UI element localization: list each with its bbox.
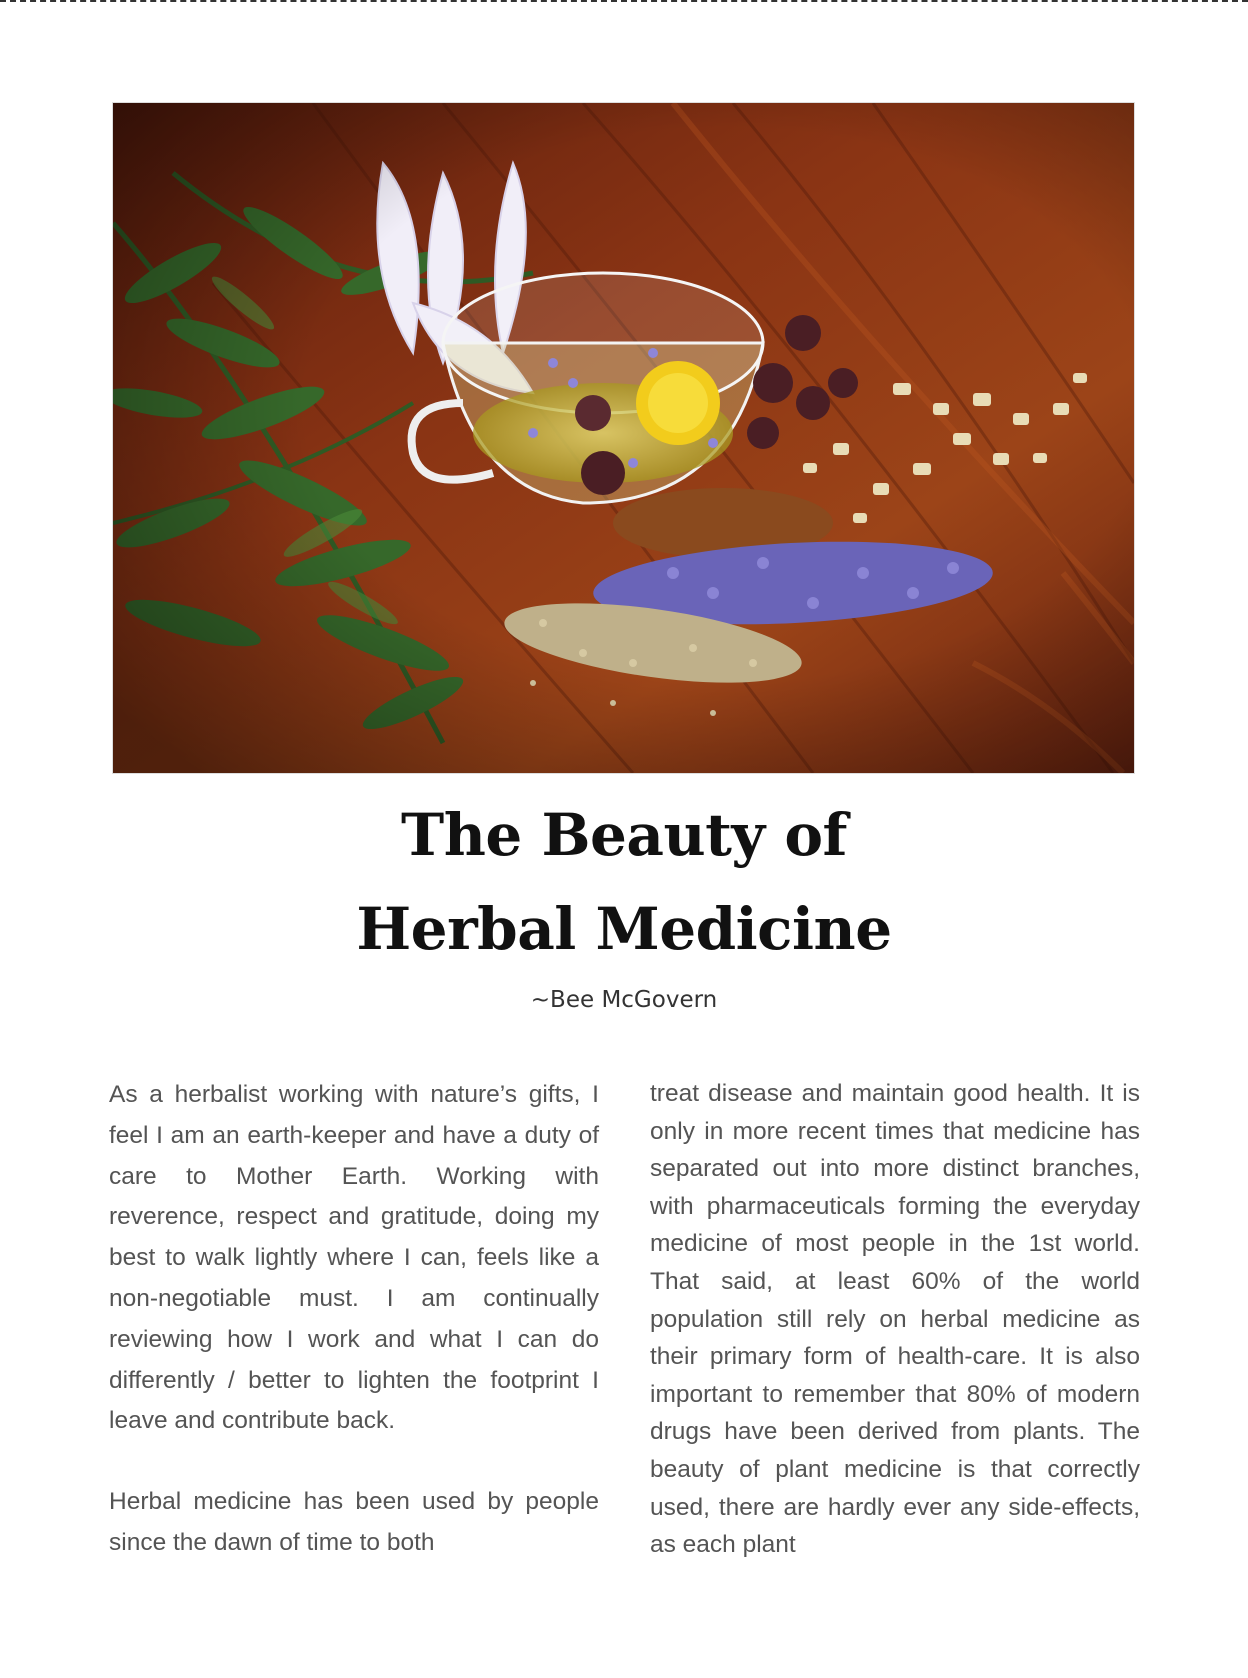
left-column	[109, 1075, 599, 1564]
author-byline: ~Bee McGovern	[530, 987, 718, 1013]
left-paragraph-2: Herbal medicine has been used by people since the dawn of time to both	[109, 1488, 599, 1556]
title-line-2: Herbal Medicine	[356, 895, 892, 963]
right-column	[650, 1075, 1140, 1564]
right-paragraph-1: treat disease and maintain good health. It is only in more recent times that medicine has separated out into more distinct branches, with pharmaceuticals forming the everyday medicine of most people in the 1st world. That said, at least 60% of the world population still rely on herbal medicine as their primary form of health-care. It is also important to remember that 80% of modern drugs have been derived from plants. The beauty of plant medicine is that correctly used, there are hardly ever any side-effects, as each plant	[650, 1080, 1140, 1559]
left-paragraph-1: As a herbalist working with nature’s gifts, I feel I am an earth-keeper and have a duty of care to Mother Earth. Working with reverence, respect and gratitude, doing my best to walk lightly where I can, feels like a non-negotiable must. I am continually reviewing how I work and what I can do differently / better to lighten the footprint I leave and contribute back.	[109, 1081, 599, 1435]
article-title	[0, 788, 1248, 976]
title-line-1: The Beauty of	[401, 801, 847, 869]
hero-image	[112, 102, 1135, 774]
page-top-border	[0, 0, 1248, 2]
